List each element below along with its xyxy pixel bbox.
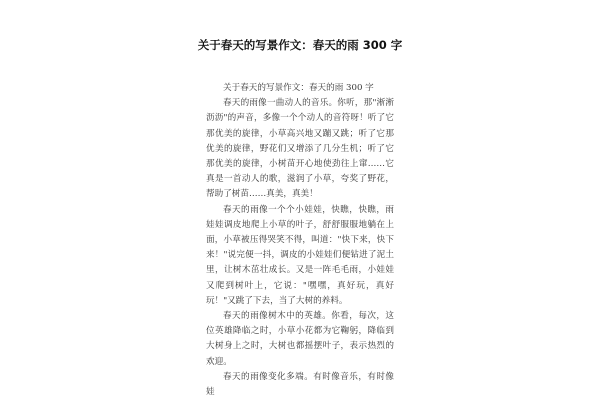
paragraph-heading: 关于春天的写景作文：春天的雨 300 字	[223, 83, 374, 93]
paragraph-rain-children: 春天的雨像一个个小娃娃，快瞧，快瞧，雨娃娃调皮地爬上小草的叶子，舒舒服服地躺在上面，小草被压得哭笑不得，叫道："快下来，快下来！"说完便一抖，调皮的小娃娃们便钻进了泥土里，让树木茁壮成长。又是一阵毛毛雨，小娃娃又爬到树叶上，它说："嘿嘿，真好玩，真好玩！"又跳了下去，当了大树的养料。	[206, 204, 394, 306]
article-title: 关于春天的写景作文：春天的雨 300 字	[197, 38, 403, 52]
article-body	[206, 81, 394, 400]
paragraph-rain-music: 春天的雨像一曲动人的音乐。你听，那"淅淅沥沥"的声音，多像一个个动人的音符呀！听了它那优美的旋律，小草高兴地又蹦又跳；听了它那优美的旋律，野花们又增添了几分生机；听了它那优美的旋律，小树苗开心地使劲往上窜……它真是一首动人的歌，滋润了小草，夸奖了野花，帮助了树苗……真美，真美！	[206, 98, 394, 200]
paragraph-rain-changes: 春天的雨像变化多端。有时像音乐，有时像娃	[206, 371, 394, 398]
paragraph-rain-hero: 春天的雨像树木中的英雄。你看，每次，这位英雄降临之时，小草小花都为它鞠躬，降临到大树身上之时，大树也都摇摆叶子，表示热烈的欢迎。	[206, 311, 394, 367]
